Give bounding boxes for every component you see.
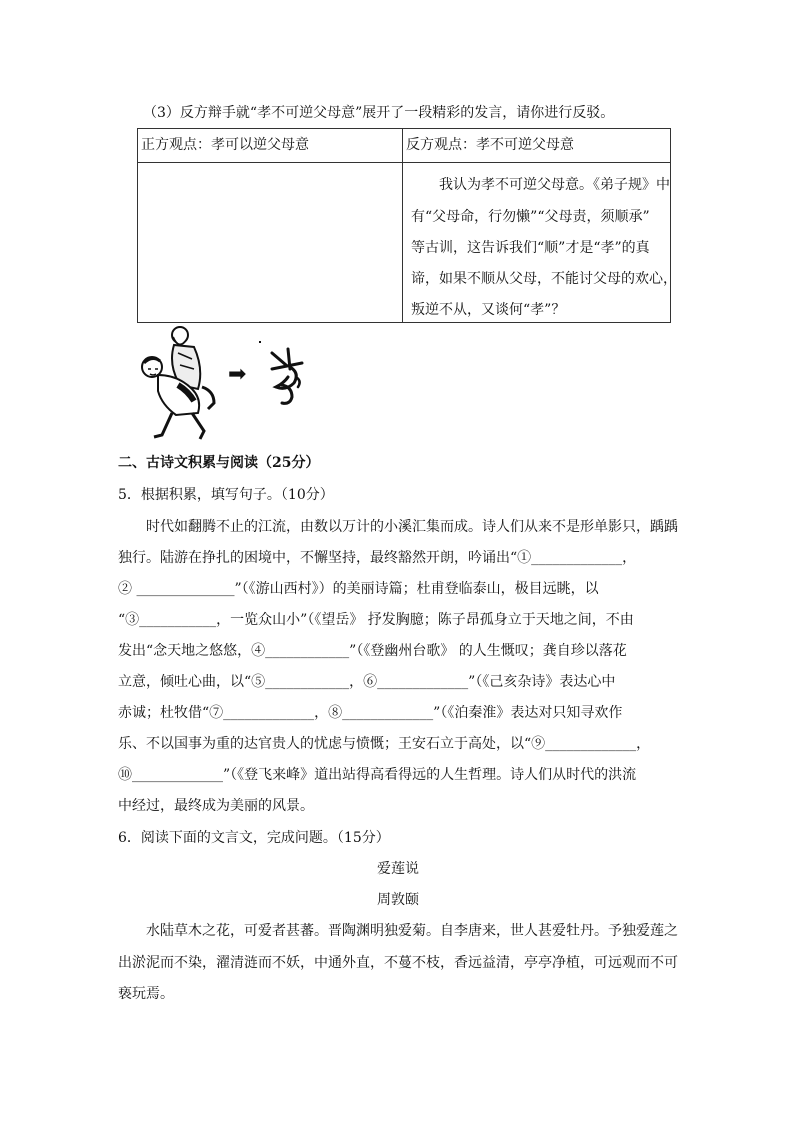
debate-table [137,128,677,323]
q5-line: 乐、不以国事为重的达官贵人的忧虑与愤慨；王安石立于高处，以“⑨_____________， [118,736,651,752]
pro-header-cell [138,129,403,163]
con-header-cell [403,129,671,163]
poem-title: 爱莲说 [377,861,419,877]
con-line: 谛，如果不顺从父母，不能讨父母的欢心， [411,271,677,287]
q5-line: ⑩_____________”（《登飞来峰》道出站得高看得远的人生哲理。诗人们从时代的洪流 [118,767,637,783]
q5-line: 独行。陆游在挣扎的困境中，不懈坚持，最终豁然开朗，吟诵出“①_____________， [118,550,637,566]
q5-line: ② ______________”（《游山西村》）的美丽诗篇；杜甫登临泰山，极目远眺，以 [118,581,599,597]
con-statement-cell [403,163,677,323]
poem-author: 周敦颐 [377,892,419,908]
q6-text-line: 亵玩焉。 [118,986,174,1002]
pro-answer-cell[interactable] [138,163,403,323]
carrying-elder-illustration [128,323,228,443]
con-line: 叛逆不从，又谈何“孝”？ [411,302,566,318]
q6-text-line: 出淤泥而不染，濯清涟而不妖，中通外直，不蔓不枝，香远益清，亭亭净植，可远观而不可 [118,955,678,971]
ancient-xiao-character-icon [266,345,308,407]
q5-line: 中经过，最终成为美丽的风景。 [118,798,314,814]
q5-line: “③___________，一览众山小”（《望岳》 抒发胸臆；陈子昂孤身立于天地之间，不由 [118,612,634,628]
arrow-right-icon: ➡ [228,362,247,387]
con-line: 有“父母命，行勿懒”“父母责，须顺承” [411,209,650,225]
q6-text-line: 水陆草木之花，可爱者甚蕃。晋陶渊明独爱菊。自李唐来，世人甚爱牡丹。予独爱莲之 [118,923,678,939]
section-2-heading: 二、古诗文积累与阅读（25分） [118,455,320,471]
q5-line: 5．根据积累，填写句子。（10分） [118,487,334,503]
pro-header: 正方观点：孝可以逆父母意 [141,137,309,153]
con-line: 等古训，这告诉我们“顺”才是“孝”的真 [411,240,650,256]
q5-line: 发出“念天地之悠悠，④____________”（《登幽州台歌》 的人生慨叹；龚自珍以落花 [118,643,627,659]
dot-mark [259,341,261,343]
q5-line: 赤诚；杜牧借“⑦_____________，⑧_____________”（《泊秦淮》表达对只知寻欢作 [118,705,623,721]
con-line: 我认为孝不可逆父母意。《弟子规》中 [411,177,670,193]
q6-prompt: 6．阅读下面的文言文，完成问题。（15分） [118,830,390,846]
q5-line: 时代如翻腾不止的江流，由数以万计的小溪汇集而成。诗人们从来不是形单影只，踽踽 [118,519,678,535]
con-header: 反方观点：孝不可逆父母意 [406,137,574,153]
question-3-prompt: （3）反方辩手就“孝不可逆父母意”展开了一段精彩的发言，请你进行反驳。 [143,105,615,121]
q5-line: 立意，倾吐心曲，以“⑤____________，⑥_____________”（《己亥杂诗》表达心中 [118,674,616,690]
